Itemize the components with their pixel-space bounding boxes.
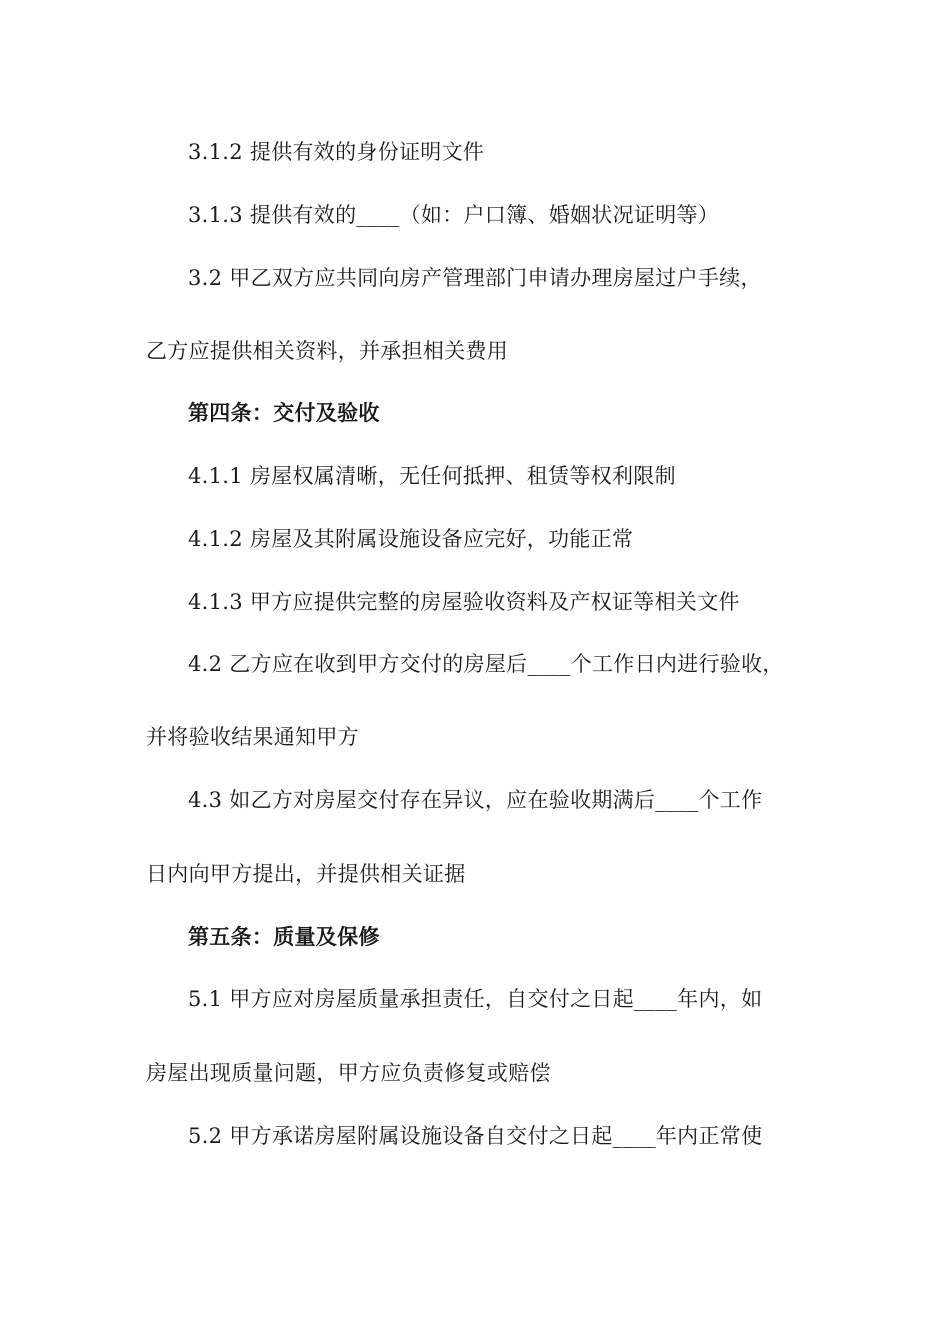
clause-3-1-3: 3.1.3 提供有效的____（如：户口簿、婚姻状况证明等） xyxy=(188,203,720,227)
clause-4-3: 4.3 如乙方对房屋交付存在异议，应在验收期满后____个工作 xyxy=(188,788,763,812)
clause-4-1-2: 4.1.2 房屋及其附属设施设备应完好，功能正常 xyxy=(188,527,634,551)
article-4-heading: 第四条：交付及验收 xyxy=(188,400,380,425)
clause-4-2: 4.2 乙方应在收到甲方交付的房屋后____个工作日内进行验收， xyxy=(188,652,784,676)
article-5-heading: 第五条：质量及保修 xyxy=(188,924,380,949)
clause-3-2-continued: 乙方应提供相关资料，并承担相关费用 xyxy=(146,339,509,363)
clause-3-2: 3.2 甲乙双方应共同向房产管理部门申请办理房屋过户手续， xyxy=(188,266,762,290)
clause-4-3-continued: 日内向甲方提出，并提供相关证据 xyxy=(146,862,466,886)
clause-4-1-3: 4.1.3 甲方应提供完整的房屋验收资料及产权证等相关文件 xyxy=(188,590,740,614)
clause-3-1-2: 3.1.2 提供有效的身份证明文件 xyxy=(188,140,485,164)
clause-5-2: 5.2 甲方承诺房屋附属设施设备自交付之日起____年内正常使 xyxy=(188,1124,763,1148)
clause-4-1-1: 4.1.1 房屋权属清晰，无任何抵押、租赁等权利限制 xyxy=(188,464,676,488)
clause-4-2-continued: 并将验收结果通知甲方 xyxy=(146,725,359,749)
clause-5-1: 5.1 甲方应对房屋质量承担责任，自交付之日起____年内，如 xyxy=(188,987,763,1011)
clause-5-1-continued: 房屋出现质量问题，甲方应负责修复或赔偿 xyxy=(146,1061,551,1085)
